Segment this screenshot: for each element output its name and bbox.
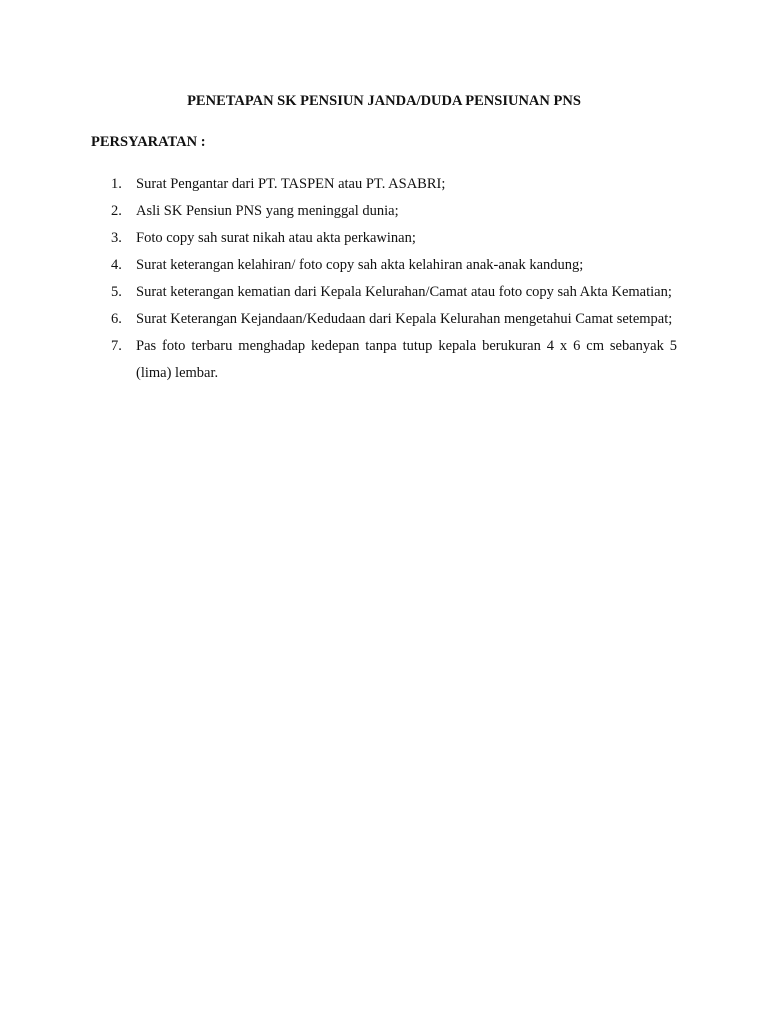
requirement-item	[0, 333, 768, 387]
requirement-text: Pas foto terbaru menghadap kedepan tanpa tutup kepala berukuran 4 x 6 cm sebanyak 5 (lima) lembar.	[136, 338, 677, 381]
requirement-item	[0, 252, 768, 279]
requirement-item	[0, 306, 768, 333]
requirement-text: Surat keterangan kematian dari Kepala Kelurahan/Camat atau foto copy sah Akta Kematian;	[136, 284, 672, 300]
requirement-number: 5.	[111, 284, 122, 300]
requirement-item	[0, 225, 768, 252]
requirement-number: 2.	[111, 203, 122, 219]
requirement-text: Foto copy sah surat nikah atau akta perkawinan;	[136, 230, 416, 246]
section-heading-requirements: PERSYARATAN :	[91, 134, 206, 150]
requirement-number: 7.	[111, 338, 122, 354]
requirement-number: 3.	[111, 230, 122, 246]
requirement-number: 6.	[111, 311, 122, 327]
requirement-item	[0, 279, 768, 306]
requirement-text: Surat keterangan kelahiran/ foto copy sah akta kelahiran anak-anak kandung;	[136, 257, 584, 273]
requirement-number: 1.	[111, 176, 122, 192]
requirement-item	[0, 198, 768, 225]
requirement-text: Surat Pengantar dari PT. TASPEN atau PT. ASABRI;	[136, 176, 446, 192]
document-title: PENETAPAN SK PENSIUN JANDA/DUDA PENSIUNAN PNS	[187, 93, 581, 109]
requirement-item	[0, 171, 768, 198]
requirement-text: Surat Keterangan Kejandaan/Kedudaan dari Kepala Kelurahan mengetahui Camat setempat;	[136, 311, 673, 327]
requirement-number: 4.	[111, 257, 122, 273]
requirements-list	[0, 171, 768, 387]
requirement-text: Asli SK Pensiun PNS yang meninggal dunia;	[136, 203, 399, 219]
